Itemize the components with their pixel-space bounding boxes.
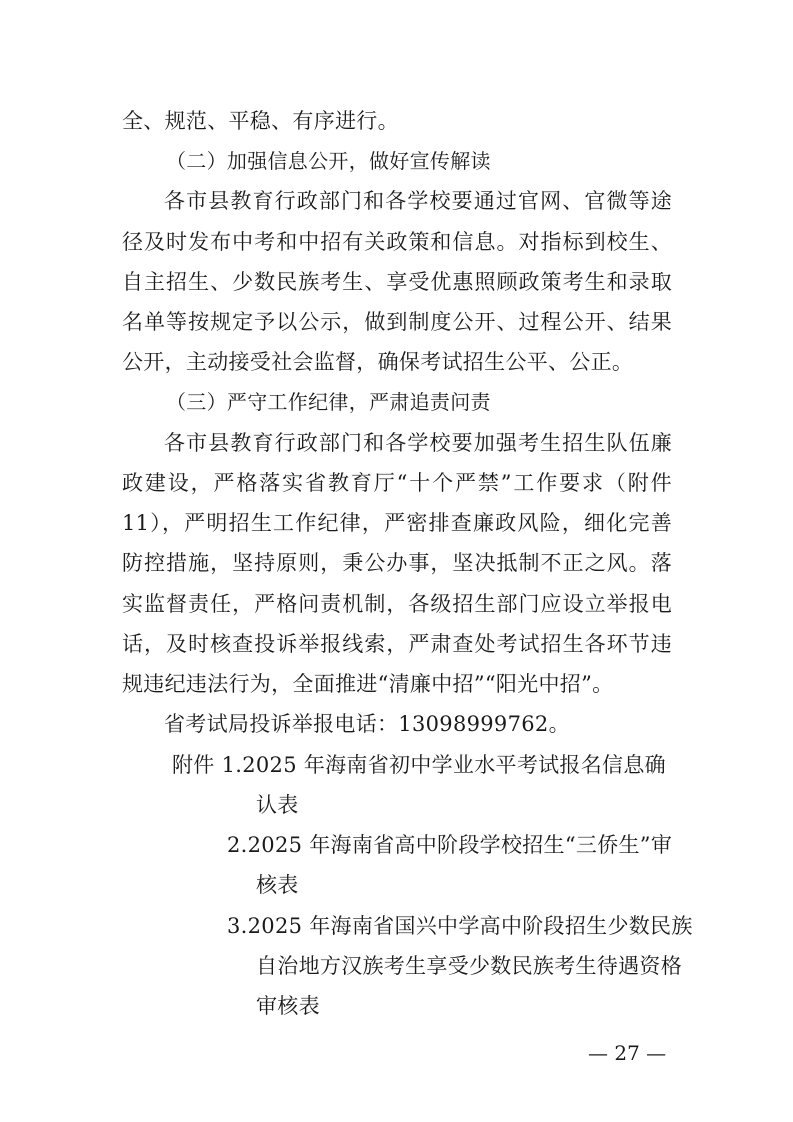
page-number: — 27 — bbox=[588, 1041, 667, 1065]
attachment-3-cont: 自治地方汉族考生享受少数民族考生待遇资格 bbox=[256, 954, 682, 978]
attachment-3-cont: 审核表 bbox=[256, 994, 320, 1018]
body-line: 防控措施，坚持原则，秉公办事，坚决抵制不正之风。落 bbox=[122, 551, 672, 575]
body-line: 自主招生、少数民族考生、享受优惠照顾政策考生和录取 bbox=[122, 270, 672, 294]
body-line: 话，及时核查投诉举报线索，严肃查处考试招生各环节违 bbox=[122, 632, 672, 656]
attachment-2-cont: 核表 bbox=[256, 873, 299, 897]
body-line: 全、规范、平稳、有序进行。 bbox=[122, 109, 399, 133]
section-heading: （二）加强信息公开，做好宣传解读 bbox=[166, 149, 491, 173]
body-line: 实监督责任，严格问责机制，各级招生部门应设立举报电 bbox=[122, 592, 672, 616]
body-line: 公开，主动接受社会监督，确保考试招生公平、公正。 bbox=[122, 350, 634, 374]
body-line: 径及时发布中考和中招有关政策和信息。对指标到校生、 bbox=[122, 230, 672, 254]
body-line: 各市县教育行政部门和各学校要加强考生招生队伍廉 bbox=[164, 431, 672, 455]
attachment-2: 2.2025 年海南省高中阶段学校招生“三侨生”审 bbox=[227, 833, 673, 857]
body-line: 政建设，严格落实省教育厅“十个严禁”工作要求（附件 bbox=[122, 471, 672, 495]
body-line: 名单等按规定予以公示，做到制度公开、过程公开、结果 bbox=[122, 310, 672, 334]
attachment-3: 3.2025 年海南省国兴中学高中阶段招生少数民族 bbox=[227, 914, 693, 938]
body-line: 各市县教育行政部门和各学校要通过官网、官微等途 bbox=[164, 189, 672, 213]
complaint-hotline: 省考试局投诉举报电话：13098999762。 bbox=[164, 712, 570, 736]
body-line: 11），严明招生工作纪律，严密排查廉政风险，细化完善 bbox=[122, 511, 672, 535]
section-heading: （三）严守工作纪律，严肃追责问责 bbox=[166, 390, 491, 414]
attachment-1: 附件 1.2025 年海南省初中学业水平考试报名信息确 bbox=[172, 753, 666, 777]
attachment-1-cont: 认表 bbox=[256, 793, 299, 817]
body-line: 规违纪违法行为，全面推进“清廉中招”“阳光中招”。 bbox=[122, 672, 614, 696]
